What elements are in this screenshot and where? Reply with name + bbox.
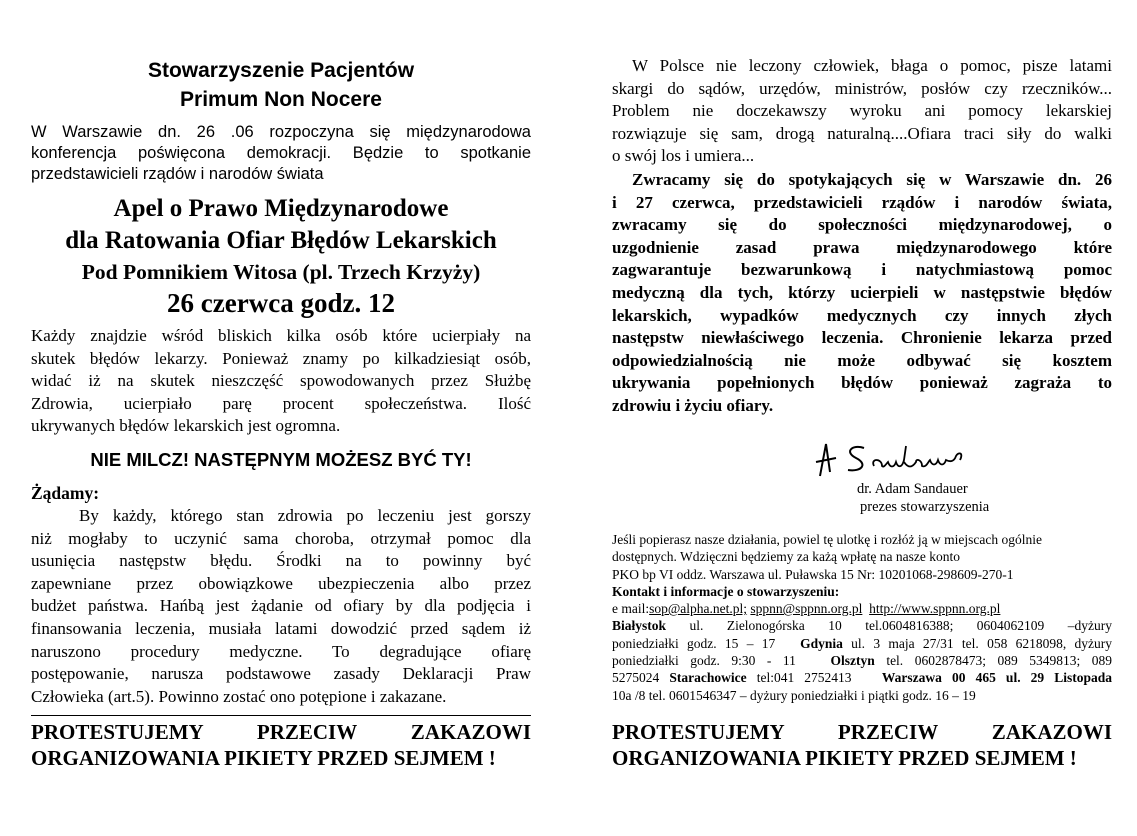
org-name: Stowarzyszenie Pacjentów — [147, 59, 415, 82]
text-line: By każdy, którego stan zdrowia po leczeniu jest gorszy — [79, 506, 531, 525]
text-line: skutek błędów lekarzy. Ponieważ znamy po kilkadziesiąt osób, — [31, 348, 531, 368]
text-line: zdrowiu i życiu ofiary. — [612, 395, 774, 415]
text-line: naruszono procedury medyczne. To degradujące ofiarę — [31, 641, 531, 661]
text-line: budżet państwa. Hańbą jest żądanie od ofiary by dla podjęcia i — [31, 596, 531, 616]
email-label: e mail: — [612, 601, 650, 617]
protest-line: PROTESTUJEMY PRZECIW ZAKAZOWI — [612, 720, 1112, 744]
paragraph-appeal — [612, 169, 1112, 418]
text-line: zwracamy się do społeczności międzynarodowej, o — [612, 215, 1112, 235]
signature-image — [812, 438, 1002, 478]
branch-city: Gdynia — [800, 635, 843, 651]
slogan: NIE MILCZ! NASTĘPNYM MOŻESZ BYĆ TY! — [90, 449, 472, 470]
text-line: następstw niewłaściwego leczenia. Chronienie lekarza przed — [612, 328, 1112, 348]
text-line: Każdy znajdzie wśród bliskich kilka osób które ucierpiały na — [31, 326, 531, 345]
branch-info: 5275024 — [612, 670, 660, 686]
paragraph-victims — [31, 325, 531, 438]
demands-paragraph — [31, 505, 531, 708]
text-line: zagwarantuje bezwarunkową i natychmiastową pomoc — [612, 260, 1112, 280]
branch-line — [612, 652, 1112, 669]
contact-heading: Kontakt i informacje o stowarzyszeniu: — [612, 583, 840, 599]
text-line: zapewniane przez obowiązkowe ubezpieczenia albo przez — [31, 573, 531, 593]
text-line: niż mogłaby to uczynić sama choroba, otrzymał pomoc dla — [31, 528, 531, 548]
signature — [812, 438, 1002, 478]
signer-role: prezes stowarzyszenia — [860, 499, 990, 515]
text-line: skargi do sądów, urzędów, ministrów, posłów czy rzeczników... — [612, 78, 1112, 98]
protest-banner — [612, 719, 1112, 771]
text-line: i 27 czerwca, przedstawicieli rządów i narodów świata, — [612, 192, 1112, 212]
event-datetime: 26 czerwca godz. 12 — [167, 288, 395, 318]
text-line: Zwracamy się do spotykających się w Warszawie dn. 26 — [632, 170, 1112, 189]
branch-line — [612, 669, 1112, 686]
protest-line: ORGANIZOWANIA PIKIETY PRZED SEJMEM ! — [612, 746, 1077, 770]
branch-city: Warszawa — [881, 670, 942, 686]
email-link-2[interactable]: sppnn@sppnn.org.pl — [750, 601, 863, 617]
email-link-1[interactable]: sop@alpha.net.pl; — [649, 601, 748, 617]
text-line: o swój los i umiera... — [612, 146, 755, 166]
text-line: W Polsce nie leczony człowiek, błaga o pomoc, pisze latami — [632, 56, 1112, 75]
support-section — [612, 531, 1112, 704]
text-line: usunięcia następstw błędu. Środki na to powinny być — [31, 551, 531, 571]
text-line: ukrywanych błędów lekarskich jest ogromna. — [31, 416, 341, 436]
branch-info: ul. Zielonogórska 10 tel.0604816388; 0604062109 –dyżury — [689, 618, 1113, 634]
branch-info: 00 465 ul. 29 Listopada — [951, 670, 1113, 686]
contact-emails — [612, 600, 1112, 617]
website-link[interactable]: http://www.sppnn.org.pl — [869, 601, 1001, 617]
branch-info: ul. 3 maja 27/31 tel. 058 6218098, dyżury — [851, 635, 1113, 651]
branch-hours: poniedziałki godz. 15 – 17 — [612, 635, 776, 651]
org-motto: Primum Non Nocere — [180, 88, 382, 111]
text-line: ukrywania popełnionych błędów ponieważ zagraża to — [612, 373, 1112, 393]
branch-hours: poniedziałki godz. 9:30 - 11 — [612, 653, 796, 669]
text-line: dostępnych. Wdzięczni będziemy za każą wpłatę na nasze konto — [612, 549, 960, 565]
intro-line: W Warszawie dn. 26 .06 rozpoczyna się międzynarodowa — [31, 123, 531, 141]
text-line: widać iż na skutek nieszczęść spowodowanych przez Służbę — [31, 371, 531, 391]
text-line: finansowania leczenia, musiała latami dowodzić przed sądem iż — [31, 618, 531, 638]
intro-paragraph — [31, 122, 531, 185]
text-line: postępowanie, narusza podstawowe zasady Deklaracji Praw — [31, 664, 531, 684]
demands-heading: Żądamy: — [31, 483, 100, 503]
signer-name: dr. Adam Sandauer — [857, 481, 968, 497]
divider — [31, 715, 531, 716]
branch-line — [612, 635, 1112, 652]
branch-info: tel. 0602878473; 089 5349813; 089 — [886, 653, 1113, 669]
text-line: Problem nie doczekawszy wyroku ani pomocy lekarskiej — [612, 101, 1112, 121]
text-line: Człowieka (art.5). Powinno zostać ono potępione i zakazane. — [31, 686, 447, 706]
branch-info: tel:041 2752413 — [756, 670, 852, 686]
text-line: PKO bp VI oddz. Warszawa ul. Puławska 15 Nr: 10201068-298609-270-1 — [612, 566, 1014, 582]
paragraph-neglect — [612, 55, 1112, 168]
appeal-title-line-1: Apel o Prawo Międzynarodowe — [113, 195, 449, 222]
text-line: rozwiązuje się sam, drogą naturalną....Ofiara traci siły do walki — [612, 123, 1112, 143]
appeal-title-line-2: dla Ratowania Ofiar Błędów Lekarskich — [65, 227, 497, 254]
branch-city: Białystok — [612, 618, 667, 634]
text-line: uzgodnienie zasad prawa międzynarodowego które — [612, 237, 1112, 257]
intro-line: przedstawicieli rządów i narodów świata — [31, 165, 324, 183]
text-line: medyczną dla tych, którzy ucierpieli w następstwie błędów — [612, 282, 1112, 302]
text-line: Jeśli popierasz nasze działania, powiel tę ulotkę i rozłóż ją w miejscach ogólnie — [612, 532, 1042, 547]
branch-line: 10a /8 tel. 0601546347 – dyżury poniedziałki i piątki godz. 16 – 19 — [612, 687, 976, 703]
event-location: Pod Pomnikiem Witosa (pl. Trzech Krzyży) — [81, 260, 481, 284]
intro-line: konferencja poświęcona demokracji. Będzie to spotkanie — [31, 144, 531, 162]
text-line: odpowiedzialnością nie może odbywać się kosztem — [612, 350, 1112, 370]
protest-line: ORGANIZOWANIA PIKIETY PRZED SEJMEM ! — [31, 746, 496, 770]
protest-banner — [31, 719, 531, 771]
text-line: lekarskich, wypadków medycznych czy innych złych — [612, 305, 1112, 325]
protest-line: PROTESTUJEMY PRZECIW ZAKAZOWI — [31, 720, 531, 744]
branch-city: Starachowice — [669, 670, 747, 686]
branch-line — [612, 617, 1112, 634]
branch-city: Olsztyn — [830, 653, 875, 669]
text-line: Zdrowia, ucierpiało parę procent społeczeństwa. Ilość — [31, 393, 531, 413]
